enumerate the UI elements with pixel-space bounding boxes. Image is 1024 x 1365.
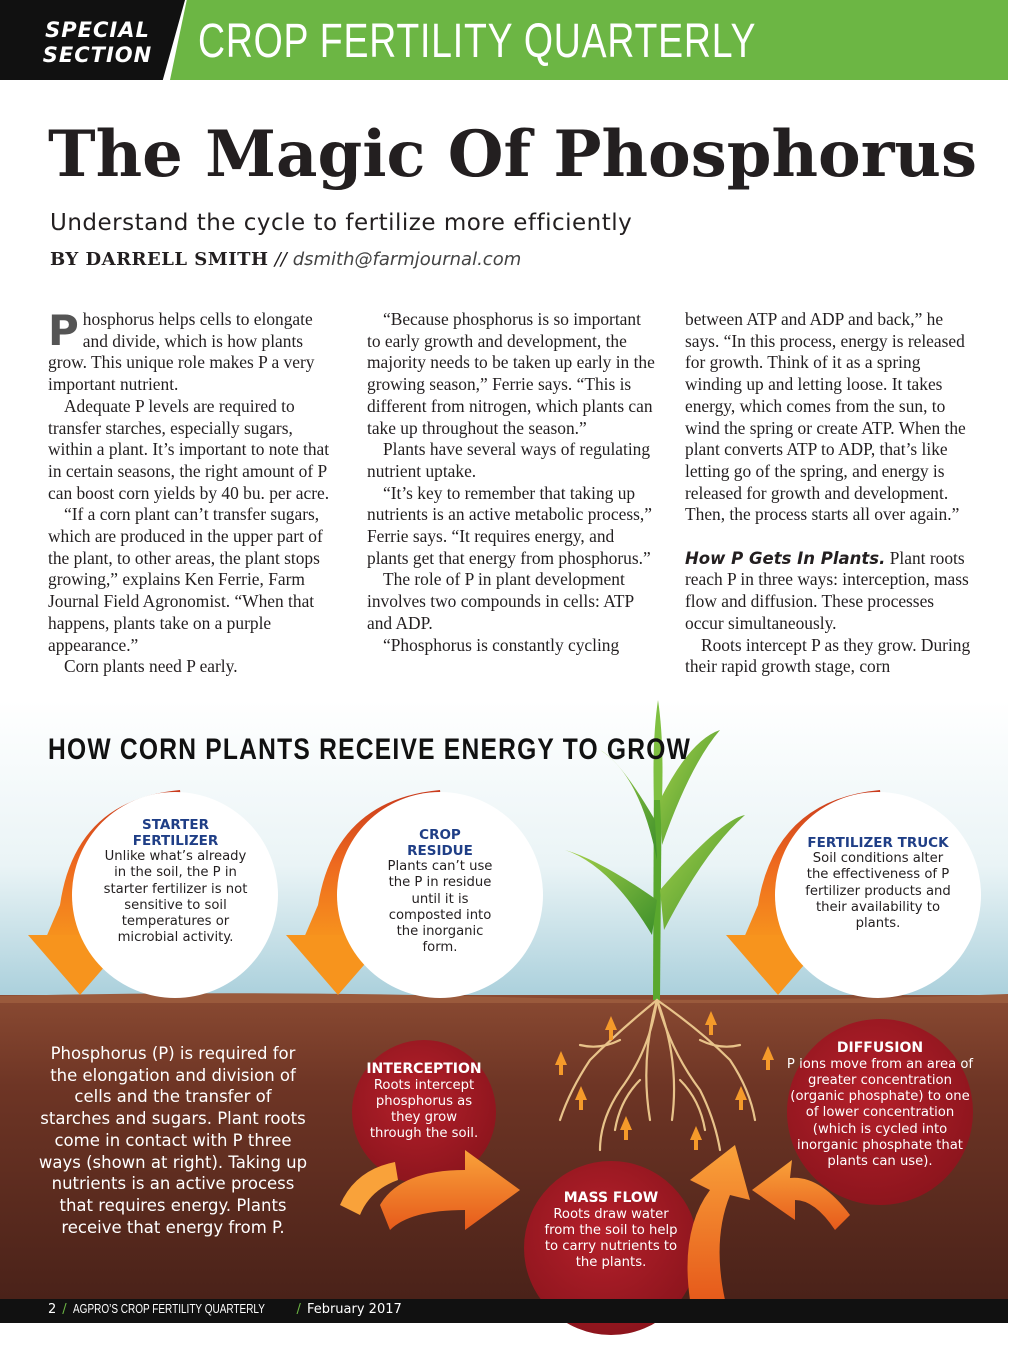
article-title: The Magic Of Phosphorus xyxy=(48,117,977,192)
paragraph: “If a corn plant can’t transfer sugars, which are produced in the upper part of the plant, to other areas, the plant stops growing,” explains Ken Ferrie, Farm Journal Field Agronomist. “When that happens, plants take on a purple appearance.” xyxy=(48,504,323,655)
infographic-title: HOW CORN PLANTS RECEIVE ENERGY TO GROW xyxy=(48,733,692,766)
paragraph: Adequate P levels are required to transfer starches, especially sugars, within a plant. It’s important to note that in certain seasons, the right amount of P can boost corn yields by 40 bu. per acre. xyxy=(48,395,330,503)
publication-title: CROP FERTILITY QUARTERLY xyxy=(198,15,757,68)
paragraph: Plants have several ways of regulating nutrient uptake. xyxy=(367,439,651,481)
paragraph: Corn plants need P early. xyxy=(64,656,238,677)
infographic-illustration xyxy=(0,700,1008,1365)
paragraph: The role of P in plant development involves two compounds in cells: ATP and ADP. xyxy=(367,569,634,633)
paragraph: “Because phosphorus is so important to early growth and development, the majority needs to be taken up early in the growing season,” Ferrie says. “This is different from nitrogen, which plants can take up throughout the season.” xyxy=(367,309,655,438)
diffusion-label: DIFFUSION P ions move from an area of greater concentration (organic phosphate) to one of lower concentration (which is cycled into inorganic phosphate that plants can use). xyxy=(786,1040,974,1170)
section-runin-heading: How P Gets In Plants. xyxy=(685,548,886,568)
special-section-label: SPECIAL SECTION xyxy=(42,18,153,67)
author-name: BY DARRELL SMITH xyxy=(50,249,269,270)
mass-flow-label: MASS FLOW Roots draw water from the soil to help to carry nutrients to the plants. xyxy=(544,1190,678,1271)
article-column-2 xyxy=(367,309,657,656)
page-footer: 2 / AGPRO’S CROP FERTILITY QUARTERLY / February 2017 xyxy=(48,1302,402,1317)
infographic-caption: Phosphorus (P) is required for the elongation and division of cells and the transfer of starches and sugars. Plant roots come in contact with P three ways (shown at right). Taking up nutrients is an active process that requires energy. Plants receive that energy from P. xyxy=(38,1044,308,1237)
starter-fertilizer-label: STARTER FERTILIZER Unlike what’s already in the soil, the P in starter fertilizer is not sensitive to soil temperatures or microbial activity. xyxy=(103,817,248,946)
footer-publication: AGPRO’S CROP FERTILITY QUARTERLY xyxy=(72,1302,265,1316)
paragraph: “It’s key to remember that taking up nutrients is an active metabolic process,” Ferrie says. “It requires energy, and plants get that energy from phosphorus.” xyxy=(367,482,652,568)
interception-label: INTERCEPTION Roots intercept phosphorus as they grow through the soil. xyxy=(366,1061,482,1142)
footer-date: February 2017 xyxy=(306,1302,402,1317)
fertilizer-truck-label: FERTILIZER TRUCK Soil conditions alter the effectiveness of P fertilizer products and their availability to plants. xyxy=(805,835,951,932)
paragraph: “Phosphorus is constantly cycling xyxy=(383,634,620,655)
article-column-1 xyxy=(48,306,338,678)
article-column-3 xyxy=(685,309,975,678)
page-number: 2 xyxy=(48,1302,57,1317)
paragraph: Phosphorus helps cells to elongate and divide, which is how plants grow. This unique role makes P a very important nutrient. xyxy=(48,306,315,395)
author-email[interactable]: dsmith@farmjournal.com xyxy=(292,249,522,270)
crop-residue-label: CROP RESIDUE Plants can’t use the P in residue until it is composted into the inorganic form. xyxy=(387,827,493,956)
paragraph: between ATP and ADP and back,” he says. “In this process, energy is released for growth. Think of it as a spring winding up and letting loose. It takes energy, which comes from the sun, to wind the spring or create ATP. When the plant converts ATP to ADP, that’s like letting go of the spring, and energy is released for growth and development. Then, the process starts all over again.” xyxy=(685,309,966,525)
drop-cap: P xyxy=(48,306,79,355)
paragraph: Roots intercept P as they grow. During their rapid growth stage, corn xyxy=(685,634,971,677)
byline-separator: // xyxy=(274,249,287,270)
byline xyxy=(50,249,521,270)
paragraph: How P Gets In Plants. Plant roots reach P in three ways: interception, mass flow and diffusion. These processes occur simultaneously. xyxy=(685,547,969,633)
article-subtitle: Understand the cycle to fertilize more efficiently xyxy=(50,210,633,236)
